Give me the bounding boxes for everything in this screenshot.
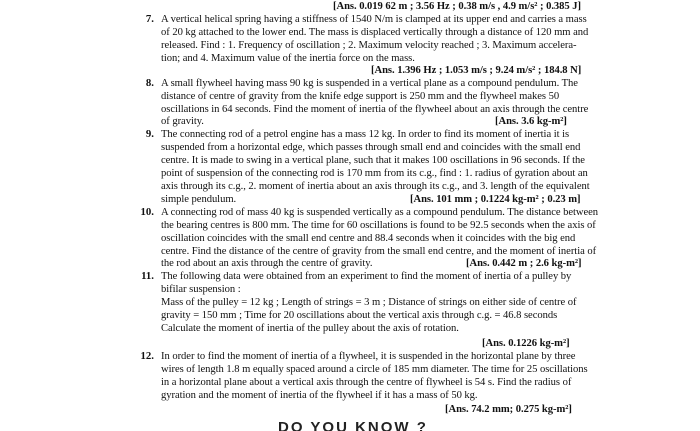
problem-12-line-1: In order to find the moment of inertia of a flywheel, it is suspended in the horizontal plane by three (161, 351, 576, 362)
problem-12-number: 12. (140, 350, 154, 362)
section-heading-do-you-know: DO YOU KNOW ? (278, 419, 428, 431)
problem-9-line-3: centre. It is made to swing in a vertical plane, such that it makes 100 oscillations in 96 seconds. If the (161, 155, 585, 166)
problem-11-line-3: Mass of the pulley = 12 kg ; Length of strings = 3 m ; Distance of strings on either side of centre of (161, 297, 577, 308)
problem-7-number: 7. (145, 13, 154, 25)
problem-8-answer: [Ans. 3.6 kg-m²] (495, 116, 567, 127)
problem-8-number: 8. (145, 77, 154, 89)
problem-7-answer: [Ans. 1.396 Hz ; 1.053 m/s ; 9.24 m/s² ; 184.8 N] (371, 65, 582, 76)
problem-9-line-6: simple pendulum. (161, 194, 237, 205)
problem-7-line-1: A vertical helical spring having a stiffness of 1540 N/m is clamped at its upper end and carries a mass (161, 14, 587, 25)
problem-8-line-2: distance of centre of gravity from the knife edge support is 250 mm and the flywheel makes 50 (161, 91, 560, 102)
problem-11-line-4: gravity = 150 mm ; Time for 20 oscillations about the vertical axis through c.g. = 46.8 seconds (161, 310, 558, 321)
problem-11-number: 11. (141, 270, 154, 282)
problem-9-line-5: axis through its c.g., 2. moment of inertia about an axis through its c.g., and 3. length of the equivalent (161, 181, 590, 192)
problem-11-line-5: Calculate the moment of inertia of the pulley about the axis of rotation. (161, 323, 459, 334)
problem-12-answer: [Ans. 74.2 mm; 0.275 kg-m²] (445, 404, 572, 415)
problem-9-answer: [Ans. 101 mm ; 0.1224 kg-m² ; 0.23 m] (410, 194, 581, 205)
problem-11-answer: [Ans. 0.1226 kg-m²] (482, 338, 570, 349)
problem-10-line-3: oscillation coincides with the small end centre and 88.4 seconds when it coincides with the big end (161, 233, 576, 244)
problem-11-line-1: The following data were obtained from an experiment to find the moment of inertia of a pulley by (161, 271, 572, 282)
problem-7-line-3: released. Find : 1. Frequency of oscillation ; 2. Maximum velocity reached ; 3. Maximum accelera- (161, 40, 577, 51)
problem-9-line-1: The connecting rod of a petrol engine has a mass 12 kg. In order to find its moment of inertia it is (161, 129, 570, 140)
problem-7-line-2: of 20 kg attached to the lower end. The mass is displaced vertically through a distance of 120 mm and (161, 27, 589, 38)
top-answer: [Ans. 0.019 62 m ; 3.56 Hz ; 0.38 m/s , 4.9 m/s² ; 0.385 J] (333, 1, 581, 12)
problem-10-line-5: the rod about an axis through the centre of gravity. (161, 258, 373, 269)
problem-9-line-2: suspended from a horizontal edge, which passes through small end and coincides with the small end (161, 142, 581, 153)
problem-8-line-4: of gravity. (161, 116, 204, 127)
problem-9-number: 9. (145, 128, 154, 140)
problem-10-line-4: centre. Find the distance of the centre of gravity from the small end centre, and the moment of inertia of (161, 246, 597, 257)
problem-10-number: 10. (140, 206, 154, 218)
problem-12-line-3: in a horizontal plane about a vertical axis through the centre of flywheel is 54 s. Find the radius of (161, 377, 572, 388)
problem-7-line-4: tion; and 4. Maximum value of the inertia force on the mass. (161, 53, 415, 64)
problem-12-line-4: gyration and the moment of inertia of the flywheel if it has a mass of 50 kg. (161, 390, 478, 401)
problem-10-line-1: A connecting rod of mass 40 kg is suspended vertically as a compound pendulum. The distance between (161, 207, 599, 218)
problem-10-answer: [Ans. 0.442 m ; 2.6 kg-m²] (466, 258, 582, 269)
problem-12-line-2: wires of length 1.8 m equally spaced around a circle of 185 mm diameter. The time for 25 oscillations (161, 364, 588, 375)
problem-9-line-4: point of suspension of the connecting rod is 170 mm from its c.g., find : 1. radius of gyration about an (161, 168, 588, 179)
problem-8-line-3: oscillations in 64 seconds. Find the moment of inertia of the flywheel about an axis through the centre (161, 104, 589, 115)
problem-8-line-1: A small flywheel having mass 90 kg is suspended in a vertical plane as a compound pendulum. The (161, 78, 578, 89)
problem-11-line-2: bifilar suspension : (161, 284, 241, 295)
problem-10-line-2: the bearing centres is 800 mm. The time for 60 oscillations is found to be 92.5 seconds when the axis of (161, 220, 596, 231)
